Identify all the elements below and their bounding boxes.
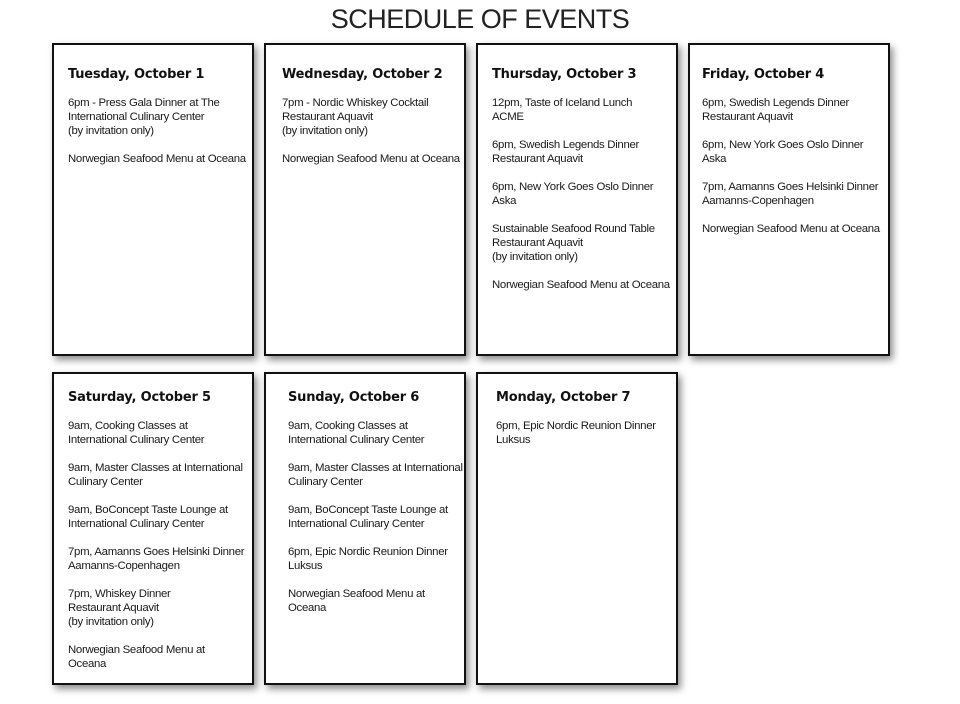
day-date-heading: Friday, October 4: [702, 67, 825, 82]
event-entry: [68, 96, 242, 138]
event-line: 9am, Master Classes at International: [68, 462, 243, 474]
day-date-heading: Wednesday, October 2: [282, 67, 443, 82]
event-line: Norwegian Seafood Menu at: [68, 644, 205, 656]
event-line: 7pm, Aamanns Goes Helsinki Dinner: [702, 181, 879, 193]
event-entry: [68, 419, 244, 447]
event-entry: [496, 419, 668, 447]
event-entry: [282, 152, 460, 166]
event-entry: [288, 503, 456, 531]
day-date-heading: Saturday, October 5: [68, 390, 211, 405]
page-title: SCHEDULE OF EVENTS: [330, 4, 630, 34]
event-entry: [288, 461, 463, 489]
event-entry: [68, 503, 244, 531]
event-line: 9am, BoConcept Taste Lounge at: [68, 504, 228, 516]
event-entry: [702, 222, 880, 236]
event-line: Luksus: [288, 560, 323, 572]
event-line: Norwegian Seafood Menu at Oceana: [68, 153, 246, 165]
event-line: Luksus: [496, 434, 531, 446]
event-entry: [492, 180, 668, 208]
event-line: Aska: [702, 153, 727, 165]
event-line: Norwegian Seafood Menu at Oceana: [702, 223, 880, 235]
event-line: Oceana: [288, 602, 327, 614]
event-entry: [702, 96, 880, 124]
event-entry: [68, 461, 244, 489]
event-line: 6pm, Swedish Legends Dinner: [492, 139, 640, 151]
event-line: International Culinary Center: [68, 111, 205, 123]
day-card: [264, 372, 466, 685]
event-line: 12pm, Taste of Iceland Lunch: [492, 97, 633, 109]
event-line: Restaurant Aquavit: [492, 153, 583, 165]
event-line: (by invitation only): [282, 125, 368, 137]
event-line: Restaurant Aquavit: [68, 602, 159, 614]
day-card: [52, 43, 254, 356]
day-card: [688, 43, 890, 356]
event-line: Oceana: [68, 658, 107, 670]
event-entry: [68, 587, 244, 629]
event-line: International Culinary Center: [288, 518, 425, 530]
event-entry: [68, 152, 246, 166]
event-line: 7pm, Aamanns Goes Helsinki Dinner: [68, 546, 245, 558]
event-line: 6pm, New York Goes Oslo Dinner: [702, 139, 864, 151]
day-card: [264, 43, 466, 356]
event-line: Aska: [492, 195, 517, 207]
event-line: 6pm, Epic Nordic Reunion Dinner: [288, 546, 448, 558]
event-line: 9am, Master Classes at International: [288, 462, 463, 474]
event-line: Culinary Center: [68, 476, 143, 488]
event-line: 9am, BoConcept Taste Lounge at: [288, 504, 448, 516]
day-card: [476, 372, 678, 685]
event-line: International Culinary Center: [68, 518, 205, 530]
event-line: ACME: [492, 111, 524, 123]
event-line: Restaurant Aquavit: [492, 237, 583, 249]
event-line: 6pm - Press Gala Dinner at The: [68, 97, 220, 109]
event-entry: [492, 96, 668, 124]
event-line: International Culinary Center: [288, 434, 425, 446]
event-line: Aamanns-Copenhagen: [68, 560, 180, 572]
event-entry: [492, 278, 668, 292]
day-card: [52, 372, 254, 685]
event-entry: [492, 138, 668, 166]
event-line: Restaurant Aquavit: [702, 111, 793, 123]
event-entry: [288, 587, 456, 615]
event-line: (by invitation only): [68, 125, 154, 137]
event-line: 7pm - Nordic Whiskey Cocktail: [282, 97, 429, 109]
day-date-heading: Monday, October 7: [496, 390, 631, 405]
event-line: 9am, Cooking Classes at: [68, 420, 188, 432]
event-line: 6pm, Swedish Legends Dinner: [702, 97, 850, 109]
event-line: Norwegian Seafood Menu at Oceana: [492, 279, 670, 291]
event-line: International Culinary Center: [68, 434, 205, 446]
day-card: [476, 43, 678, 356]
event-line: Culinary Center: [288, 476, 363, 488]
day-date-heading: Tuesday, October 1: [68, 67, 205, 82]
event-line: Norwegian Seafood Menu at: [288, 588, 425, 600]
event-line: (by invitation only): [492, 251, 578, 263]
event-entry: [702, 180, 880, 208]
event-entry: [492, 222, 668, 264]
event-line: 6pm, New York Goes Oslo Dinner: [492, 181, 654, 193]
day-date-heading: Thursday, October 3: [492, 67, 637, 82]
event-entry: [282, 96, 456, 138]
event-line: Sustainable Seafood Round Table: [492, 223, 655, 235]
event-entry: [288, 545, 456, 573]
event-line: Norwegian Seafood Menu at Oceana: [282, 153, 460, 165]
event-entry: [68, 545, 244, 573]
event-line: Restaurant Aquavit: [282, 111, 373, 123]
event-entry: [702, 138, 880, 166]
event-entry: [68, 643, 244, 671]
day-date-heading: Sunday, October 6: [288, 390, 420, 405]
event-line: 6pm, Epic Nordic Reunion Dinner: [496, 420, 656, 432]
event-line: 9am, Cooking Classes at: [288, 420, 408, 432]
event-line: Aamanns-Copenhagen: [702, 195, 814, 207]
event-line: 7pm, Whiskey Dinner: [68, 588, 171, 600]
event-entry: [288, 419, 456, 447]
event-line: (by invitation only): [68, 616, 154, 628]
